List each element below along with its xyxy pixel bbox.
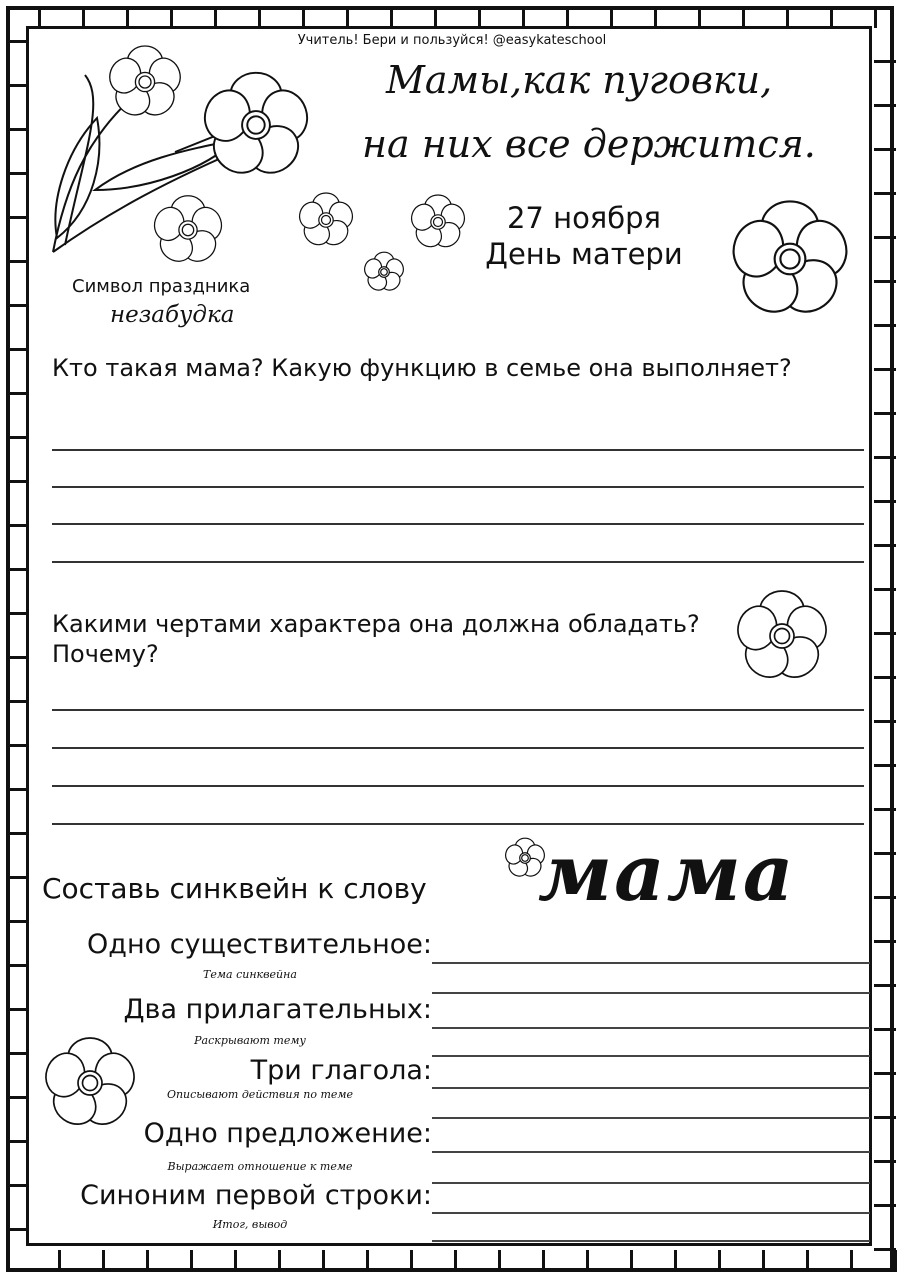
border-tick bbox=[6, 1228, 28, 1231]
border-tick bbox=[498, 1250, 501, 1272]
border-tick bbox=[874, 984, 896, 987]
border-tick bbox=[6, 304, 28, 307]
border-tick bbox=[6, 480, 28, 483]
border-tick bbox=[366, 1250, 369, 1272]
border-tick bbox=[258, 6, 261, 28]
border-tick bbox=[874, 852, 896, 855]
symbol-label: Символ праздника bbox=[72, 276, 251, 297]
border-tick bbox=[454, 1250, 457, 1272]
forget-me-not-flower-icon bbox=[196, 65, 316, 185]
cinquain-item-hint: Раскрывают тему bbox=[194, 1034, 306, 1047]
border-tick bbox=[6, 84, 28, 87]
border-tick bbox=[874, 456, 896, 459]
border-tick bbox=[874, 280, 896, 283]
border-tick bbox=[762, 1250, 765, 1272]
border-tick bbox=[6, 260, 28, 263]
cinquain-item-label: Одно предложение: bbox=[143, 1118, 432, 1149]
cinquain-line[interactable] bbox=[432, 962, 870, 964]
title-line-1: Мамы,как пуговки, bbox=[386, 58, 773, 102]
border-tick bbox=[102, 1250, 105, 1272]
border-tick bbox=[674, 1250, 677, 1272]
border-tick bbox=[170, 6, 173, 28]
border-tick bbox=[874, 808, 896, 811]
border-tick bbox=[6, 436, 28, 439]
forget-me-not-flower-icon bbox=[294, 188, 358, 252]
date-line-2: День матери bbox=[485, 237, 683, 271]
border-tick bbox=[874, 500, 896, 503]
border-tick bbox=[630, 1250, 633, 1272]
credit-text: Учитель! Бери и пользуйся! @easykateschool bbox=[297, 33, 607, 48]
border-tick bbox=[6, 392, 28, 395]
forget-me-not-flower-icon bbox=[724, 193, 856, 325]
border-tick bbox=[874, 412, 896, 415]
border-tick bbox=[302, 6, 305, 28]
border-tick bbox=[874, 544, 896, 547]
border-tick bbox=[434, 6, 437, 28]
border-tick bbox=[874, 720, 896, 723]
border-tick bbox=[58, 1250, 61, 1272]
border-tick bbox=[6, 920, 28, 923]
border-tick bbox=[6, 524, 28, 527]
cinquain-line[interactable] bbox=[432, 1117, 870, 1119]
border-tick bbox=[874, 192, 896, 195]
cinquain-item-label: Два прилагательных: bbox=[123, 994, 432, 1025]
forget-me-not-flower-icon bbox=[103, 40, 187, 124]
forget-me-not-flower-icon bbox=[148, 190, 228, 270]
border-tick bbox=[874, 896, 896, 899]
border-tick bbox=[6, 788, 28, 791]
border-tick bbox=[874, 1116, 896, 1119]
border-tick bbox=[190, 1250, 193, 1272]
border-tick bbox=[742, 6, 745, 28]
border-tick bbox=[874, 6, 877, 28]
border-tick bbox=[6, 832, 28, 835]
border-tick bbox=[6, 964, 28, 967]
border-tick bbox=[850, 1250, 853, 1272]
border-tick bbox=[478, 6, 481, 28]
border-tick bbox=[874, 148, 896, 151]
border-tick bbox=[610, 6, 613, 28]
symbol-name: незабудка bbox=[110, 302, 235, 328]
answer-line[interactable] bbox=[52, 561, 864, 563]
border-tick bbox=[322, 1250, 325, 1272]
border-tick bbox=[6, 656, 28, 659]
border-tick bbox=[874, 632, 896, 635]
border-tick bbox=[874, 324, 896, 327]
cinquain-line[interactable] bbox=[432, 992, 870, 994]
forget-me-not-flower-icon bbox=[406, 190, 470, 254]
border-tick bbox=[410, 1250, 413, 1272]
border-tick bbox=[874, 764, 896, 767]
border-tick bbox=[874, 1028, 896, 1031]
border-tick bbox=[38, 6, 41, 28]
question-2: Какими чертами характера она должна обладать? Почему? bbox=[52, 610, 700, 668]
cinquain-line[interactable] bbox=[432, 1151, 870, 1153]
cinquain-line[interactable] bbox=[432, 1240, 870, 1242]
answer-line[interactable] bbox=[52, 785, 864, 787]
cinquain-item-hint: Итог, вывод bbox=[212, 1218, 288, 1231]
border-tick bbox=[654, 6, 657, 28]
border-tick bbox=[786, 6, 789, 28]
cinquain-word: мама bbox=[538, 828, 796, 919]
cinquain-item-hint: Тема синквейна bbox=[203, 968, 297, 981]
border-tick bbox=[6, 172, 28, 175]
border-tick bbox=[6, 876, 28, 879]
border-tick bbox=[6, 612, 28, 615]
cinquain-item-hint: Описывают действия по теме bbox=[166, 1088, 354, 1101]
border-tick bbox=[82, 6, 85, 28]
cinquain-line[interactable] bbox=[432, 1055, 870, 1057]
border-tick bbox=[874, 1072, 896, 1075]
cinquain-item-label: Синоним первой строки: bbox=[80, 1180, 432, 1211]
border-tick bbox=[126, 6, 129, 28]
border-tick bbox=[6, 700, 28, 703]
border-tick bbox=[874, 1204, 896, 1207]
border-tick bbox=[6, 568, 28, 571]
border-tick bbox=[698, 6, 701, 28]
border-tick bbox=[806, 1250, 809, 1272]
border-tick bbox=[874, 1248, 896, 1251]
border-tick bbox=[522, 6, 525, 28]
border-tick bbox=[874, 1160, 896, 1163]
forget-me-not-flower-icon bbox=[730, 584, 834, 688]
border-tick bbox=[874, 940, 896, 943]
question-1: Кто такая мама? Какую функцию в семье она выполняет? bbox=[52, 354, 792, 382]
cinquain-line[interactable] bbox=[432, 1087, 870, 1089]
forget-me-not-flower-icon bbox=[360, 248, 408, 296]
border-tick bbox=[6, 216, 28, 219]
border-tick bbox=[6, 744, 28, 747]
cinquain-line[interactable] bbox=[432, 1212, 870, 1214]
answer-line[interactable] bbox=[52, 449, 864, 451]
border-tick bbox=[894, 1250, 897, 1272]
answer-line[interactable] bbox=[52, 709, 864, 711]
border-tick bbox=[874, 236, 896, 239]
border-tick bbox=[874, 60, 896, 63]
answer-line[interactable] bbox=[52, 523, 864, 525]
answer-line[interactable] bbox=[52, 747, 864, 749]
border-tick bbox=[718, 1250, 721, 1272]
border-tick bbox=[566, 6, 569, 28]
border-tick bbox=[234, 1250, 237, 1272]
border-tick bbox=[278, 1250, 281, 1272]
date-line-1: 27 ноября bbox=[506, 201, 661, 235]
cinquain-item-label: Одно существительное: bbox=[87, 929, 432, 960]
border-tick bbox=[6, 128, 28, 131]
cinquain-prompt: Составь синквейн к слову bbox=[42, 872, 427, 905]
border-tick bbox=[830, 6, 833, 28]
border-tick bbox=[6, 1096, 28, 1099]
border-tick bbox=[390, 6, 393, 28]
cinquain-line[interactable] bbox=[432, 1182, 870, 1184]
border-tick bbox=[346, 6, 349, 28]
border-tick bbox=[874, 368, 896, 371]
cinquain-item-label: Три глагола: bbox=[250, 1055, 432, 1086]
border-tick bbox=[874, 588, 896, 591]
answer-line[interactable] bbox=[52, 823, 864, 825]
answer-line[interactable] bbox=[52, 486, 864, 488]
border-tick bbox=[586, 1250, 589, 1272]
border-tick bbox=[146, 1250, 149, 1272]
border-tick bbox=[874, 104, 896, 107]
border-tick bbox=[542, 1250, 545, 1272]
border-tick bbox=[214, 6, 217, 28]
border-tick bbox=[874, 676, 896, 679]
cinquain-line[interactable] bbox=[432, 1027, 870, 1029]
border-tick bbox=[6, 348, 28, 351]
cinquain-item-hint: Выражает отношение к теме bbox=[167, 1160, 353, 1173]
title-line-2: на них все держится. bbox=[362, 122, 816, 166]
